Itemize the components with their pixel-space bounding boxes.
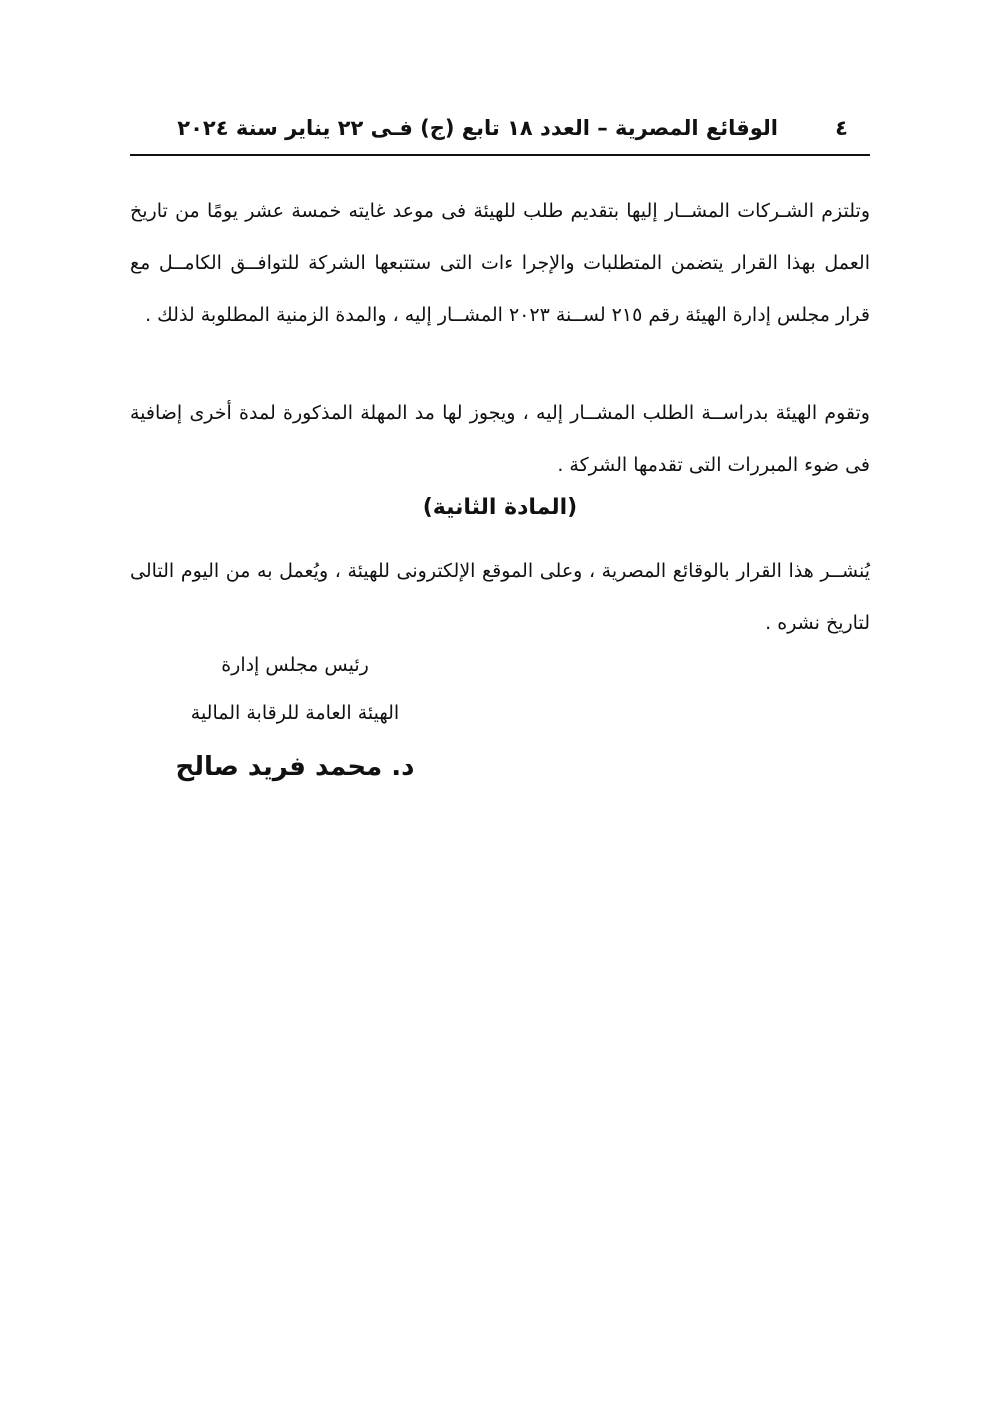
gazette-header-title: الوقائع المصرية – العدد ١٨ تابع (ج) فـى ٢٢ يناير سنة ٢٠٢٤: [177, 116, 778, 140]
article-two-heading: (المادة الثانية): [422, 495, 578, 520]
signature-title-line1: رئيس مجلس إدارة: [221, 654, 369, 676]
signatory-name: د. محمد فريد صالح: [175, 752, 415, 782]
signature-title-line2: الهيئة العامة للرقابة المالية: [190, 702, 400, 724]
paragraph-publication: يُنشــر هذا القرار بالوقائع المصرية ، وعلى الموقع الإلكترونى للهيئة ، ويُعمل به من اليوم التالى لتاريخ نشره .: [130, 560, 870, 634]
paragraph-company-commitment: وتلتزم الشـركات المشــار إليها بتقديم طلب للهيئة فى موعد غايته خمسة عشر يومًا من تاريخ العمل بهذا القرار يتضمن المتطلبات والإجرا ءات التى ستتبعها الشركة للتوافــق الكامــل مع قرار مجلس إدارة الهيئة رقم ٢١٥ لســنة ٢٠٢٣ المشــار إليه ، والمدة الزمنية المطلوبة لذلك .: [130, 200, 870, 326]
page-header: [130, 110, 870, 156]
page-number: ٤: [835, 116, 848, 140]
paragraph-authority-review: وتقوم الهيئة بدراســة الطلب المشــار إليه ، ويجوز لها مد المهلة المذكورة لمدة أخرى إضافية فى ضوء المبررات التى تقدمها الشركة .: [130, 402, 870, 476]
